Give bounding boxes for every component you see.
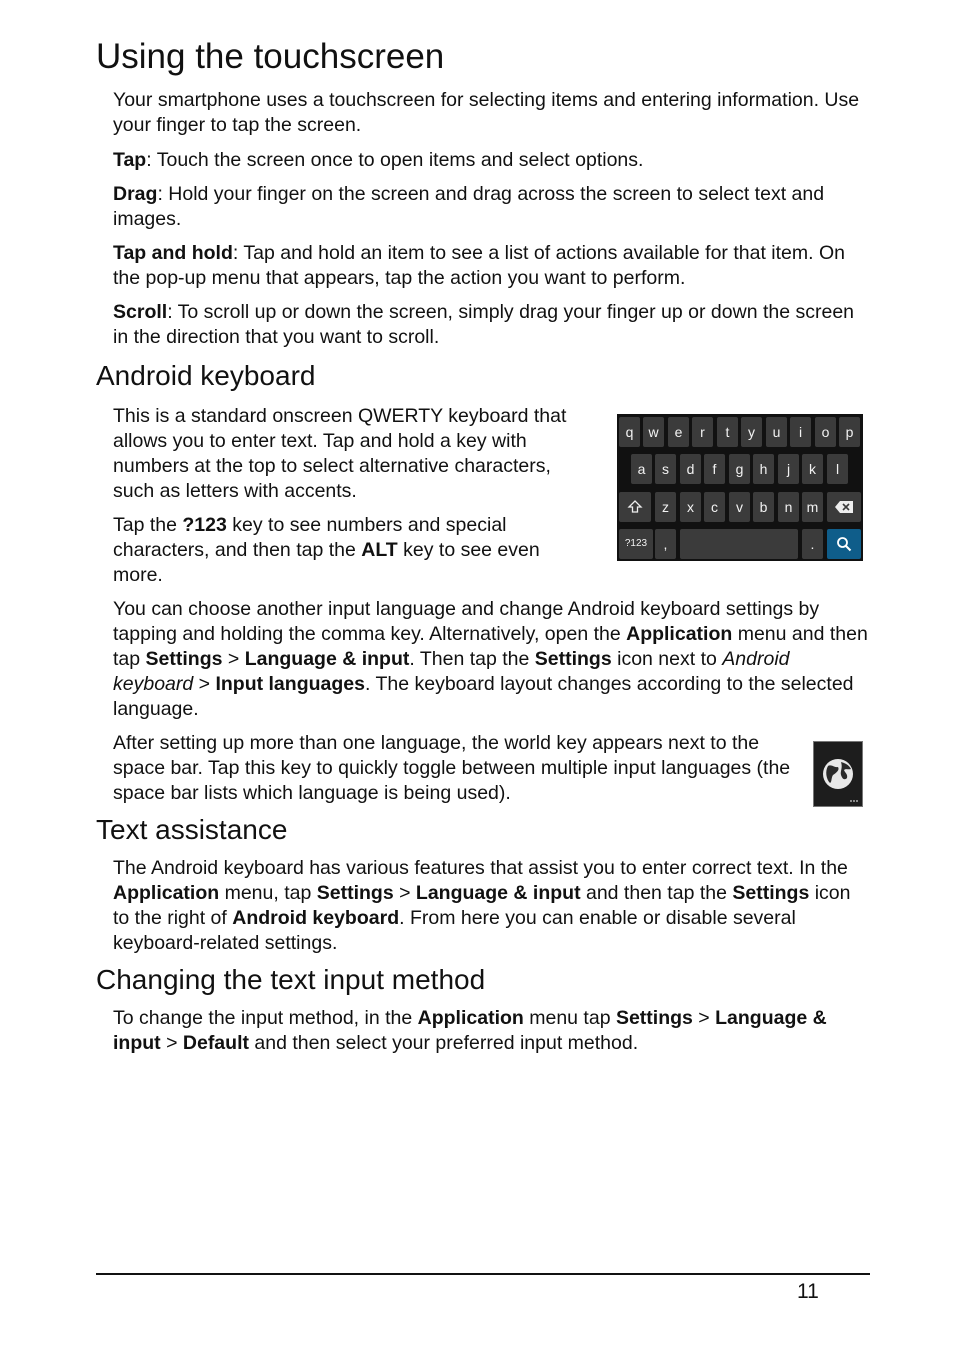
key-j: j [778, 454, 799, 484]
key-c: c [704, 492, 725, 522]
keyboard-intro: This is a standard onscreen QWERTY keyboard that allows you to enter text. Tap and hold a key with numbers at the top to select alternative characters, such as letters with accents. [113, 405, 567, 502]
key-r: r [692, 417, 713, 447]
key-y: y [741, 417, 762, 447]
tap-term: Tap [113, 149, 147, 171]
sym-text-c: key to see numbers and special characters, and then tap the [113, 514, 507, 561]
keyboard-screenshot [617, 414, 863, 561]
lang-text-c: menu and then tap [113, 623, 868, 670]
world-key-screenshot [813, 741, 863, 807]
key-t: t [717, 417, 738, 447]
sym-key-term: ?123 [182, 514, 227, 536]
assist-text-i: icon to the right of [113, 882, 851, 929]
sym-key-paragraph [113, 513, 573, 588]
key-e: e [668, 417, 689, 447]
drag-term: Drag [113, 183, 158, 205]
lang-settings-2: Settings [534, 648, 612, 670]
method-text-a: To change the input method, in the [113, 1007, 418, 1029]
lang-application: Application [626, 623, 733, 645]
key-n: n [778, 492, 799, 522]
method-text-c: menu tap [523, 1007, 616, 1029]
key-w: w [643, 417, 664, 447]
lang-sep-2: > [193, 673, 216, 695]
lang-text-m: . The keyboard layout changes according to the selected language. [113, 673, 854, 720]
key-o: o [815, 417, 836, 447]
key-k: k [802, 454, 823, 484]
key-d: d [680, 454, 701, 484]
keyboard-row-1 [617, 417, 863, 449]
tap-paragraph [113, 148, 868, 173]
world-key-paragraph: After setting up more than one language, the world key appears next to the space bar. Tap this key to quickly toggle between multiple input languages (the space bar lists which language is being used). [113, 732, 791, 804]
key-s: s [655, 454, 676, 484]
key-v: v [729, 492, 750, 522]
space-bar [680, 529, 798, 559]
sym-text-a: Tap the [113, 514, 183, 536]
lang-text-a: You can choose another input language and change Android keyboard settings by tapping and holding the comma key. Alternatively, open the [113, 598, 820, 645]
lang-settings: Settings [145, 648, 223, 670]
touchscreen-intro: Your smartphone uses a touchscreen for selecting items and entering information. Use your finger to tap the screen. [113, 89, 860, 136]
method-default: Default [182, 1032, 249, 1054]
method-sep-1: > [692, 1007, 716, 1029]
scroll-text: : To scroll up or down the screen, simply drag your finger up or down the screen in the direction that you want to scroll. [113, 301, 855, 348]
scroll-paragraph [113, 300, 868, 350]
sym-text-e: key to see even more. [113, 539, 540, 586]
key-b: b [753, 492, 774, 522]
method-settings: Settings [615, 1007, 693, 1029]
key-i: i [790, 417, 811, 447]
assist-text-a: The Android keyboard has various features that assist you to enter correct text. In the [113, 857, 848, 879]
key-p: p [839, 417, 860, 447]
assist-application: Application [113, 882, 220, 904]
text-assistance-paragraph [113, 856, 868, 956]
keyboard-row-4 [617, 529, 863, 561]
alt-key-term: ALT [361, 539, 398, 561]
shift-arrow-icon [627, 499, 643, 515]
footer-rule [96, 1273, 870, 1275]
key-a: a [631, 454, 652, 484]
comma-key: , [655, 529, 676, 559]
search-key [827, 529, 861, 559]
key-q: q [619, 417, 640, 447]
key-g: g [729, 454, 750, 484]
key-m: m [802, 492, 823, 522]
lang-text-i: icon next to [611, 648, 723, 670]
assist-text-k: . From here you can enable or disable several keyboard-related settings. [113, 907, 796, 954]
lang-android-keyboard: Android keyboard [113, 648, 790, 695]
lang-sep-1: > [222, 648, 245, 670]
method-application: Application [417, 1007, 524, 1029]
backspace-key [827, 492, 861, 522]
tap-hold-term: Tap and hold [113, 242, 233, 264]
assist-settings-2: Settings [732, 882, 810, 904]
key-z: z [655, 492, 676, 522]
assist-android-keyboard: Android keyboard [232, 907, 400, 929]
key-u: u [766, 417, 787, 447]
backspace-icon [834, 500, 854, 514]
keyboard-row-2 [617, 454, 863, 486]
assist-settings: Settings [316, 882, 394, 904]
key-x: x [680, 492, 701, 522]
heading-android-keyboard: Android keyboard [96, 360, 316, 391]
method-language-input: Language & input [113, 1007, 827, 1054]
globe-icon [814, 742, 862, 806]
heading-changing-input-method: Changing the text input method [96, 964, 486, 995]
input-method-paragraph [113, 1006, 868, 1056]
key-h: h [753, 454, 774, 484]
period-key: . [802, 529, 823, 559]
page-number: 11 [797, 1280, 819, 1303]
lang-input-languages: Input languages [215, 673, 365, 695]
search-icon [836, 536, 852, 552]
method-sep-2: > [160, 1032, 183, 1054]
assist-text-g: and then tap the [580, 882, 733, 904]
assist-language-input: Language & input [415, 882, 581, 904]
drag-text: : Hold your finger on the screen and drag across the screen to select text and images. [113, 183, 825, 230]
assist-text-c: menu, tap [219, 882, 317, 904]
shift-key [619, 492, 651, 522]
scroll-term: Scroll [113, 301, 168, 323]
heading-using-touchscreen: Using the touchscreen [96, 37, 445, 76]
tap-hold-text: : Tap and hold an item to see a list of actions available for that item. On the pop-up menu that appears, tap the action you want to perform. [113, 242, 845, 289]
lang-language-input: Language & input [244, 648, 410, 670]
tap-text: : Touch the screen once to open items and select options. [146, 149, 644, 171]
tap-hold-paragraph [113, 241, 868, 291]
lang-text-g: . Then tap the [409, 648, 535, 670]
drag-paragraph [113, 182, 868, 232]
keyboard-row-3 [617, 492, 863, 524]
heading-text-assistance: Text assistance [96, 814, 288, 845]
sym-key: ?123 [619, 529, 653, 559]
key-f: f [704, 454, 725, 484]
key-l: l [827, 454, 848, 484]
method-text-i: and then select your preferred input method. [248, 1032, 639, 1054]
assist-sep: > [393, 882, 416, 904]
input-language-paragraph [113, 597, 868, 722]
